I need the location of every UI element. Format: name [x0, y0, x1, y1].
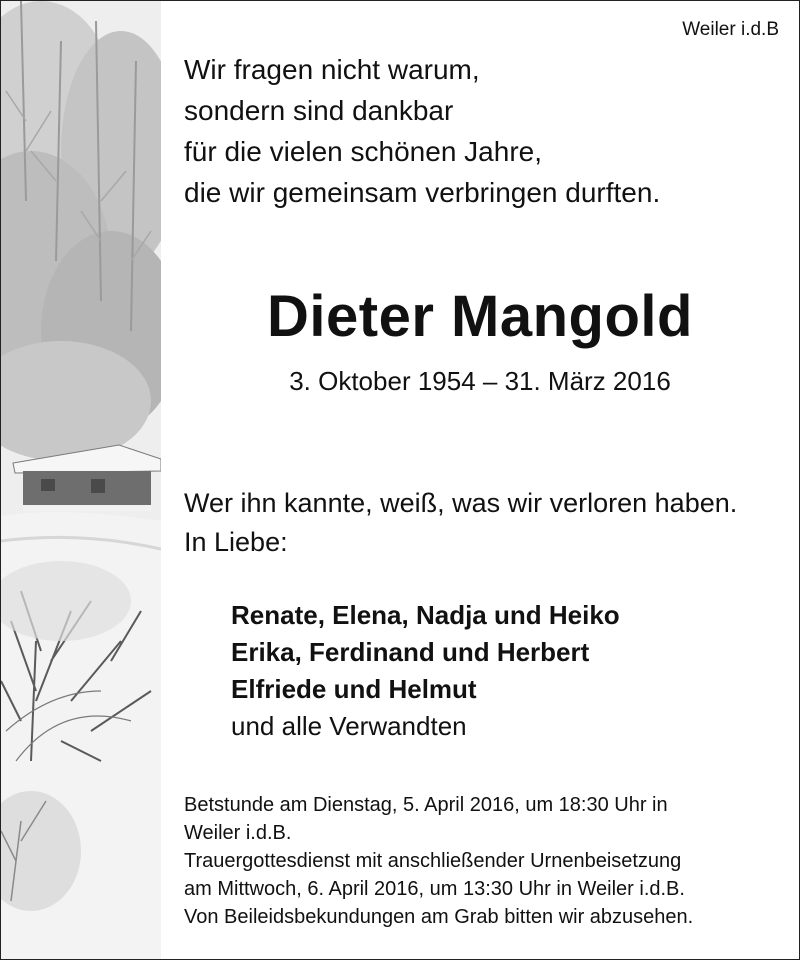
- poem-line: sondern sind dankbar: [184, 95, 454, 126]
- mourner-group: Elfriede und Helmut: [231, 674, 477, 704]
- poem-line: für die vielen schönen Jahre,: [184, 136, 542, 167]
- service-line: Betstunde am Dienstag, 5. April 2016, um 18:30 Uhr in: [184, 794, 668, 816]
- winter-landscape-image: [1, 1, 161, 959]
- service-line: Trauergottesdienst mit anschließender Urnenbeisetzung: [184, 850, 682, 872]
- poem-line: Wir fragen nicht warum,: [184, 54, 480, 85]
- service-details: [184, 791, 693, 931]
- mourner-group: und alle Verwandten: [231, 711, 467, 741]
- poem-line: die wir gemeinsam verbringen durften.: [184, 177, 661, 208]
- deceased-name: Dieter Mangold: [267, 284, 693, 349]
- mourners-list: [231, 597, 620, 745]
- farewell-text: [184, 484, 737, 562]
- location-label: Weiler i.d.B: [682, 19, 779, 40]
- mourner-group: Renate, Elena, Nadja und Heiko: [231, 600, 620, 630]
- mourner-group: Erika, Ferdinand und Herbert: [231, 637, 590, 667]
- service-line: Von Beileidsbekundungen am Grab bitten wir abzusehen.: [184, 906, 694, 928]
- service-line: am Mittwoch, 6. April 2016, um 13:30 Uhr in Weiler i.d.B.: [184, 878, 685, 900]
- farewell-line: In Liebe:: [184, 527, 288, 557]
- poem: [184, 49, 660, 213]
- service-line: Weiler i.d.B.: [184, 822, 292, 844]
- farewell-line: Wer ihn kannte, weiß, was wir verloren haben.: [184, 488, 738, 518]
- life-dates: 3. Oktober 1954 – 31. März 2016: [289, 366, 671, 396]
